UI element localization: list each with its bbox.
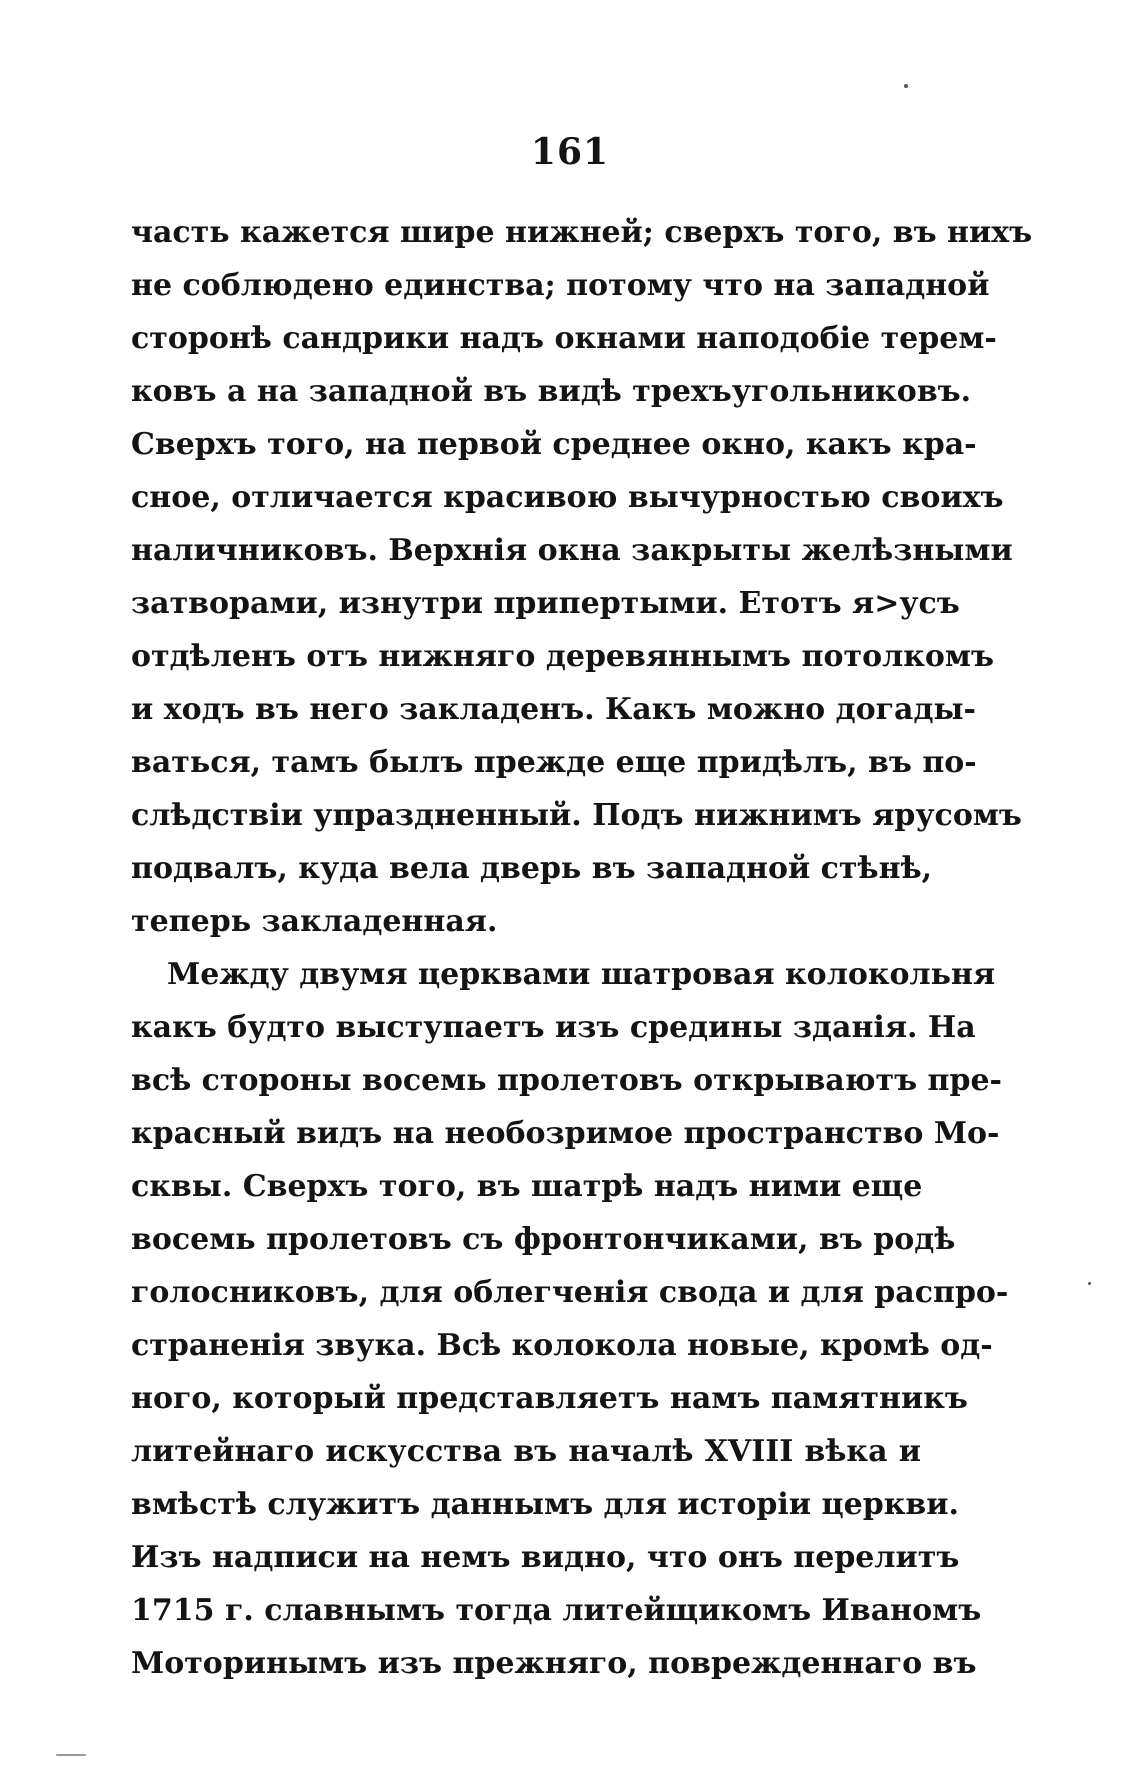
text-line: сное, отличается красивою вычурностью своихъ: [131, 480, 1004, 515]
text-line: Сверхъ того, на первой среднее окно, какъ кра-: [131, 427, 977, 462]
text-line: часть кажется шире нижней; сверхъ того, въ нихъ: [131, 215, 1033, 250]
text-line: голосниковъ, для облегченія свода и для распро-: [131, 1275, 1009, 1310]
text-line: 1715 г. славнымъ тогда литейщикомъ Иваномъ: [131, 1593, 982, 1628]
text-line: вмѣстѣ служитъ даннымъ для исторіи церкви.: [131, 1487, 959, 1522]
text-line: и ходъ въ него закладенъ. Какъ можно догады-: [131, 692, 976, 727]
text-line: затворами, изнутри припертыми. Етотъ я>усъ: [131, 586, 960, 621]
text-line: не соблюдено единства; потому что на западной: [131, 268, 990, 303]
text-line: какъ будто выступаетъ изъ средины зданія. На: [131, 1010, 976, 1045]
text-line: всѣ стороны восемь пролетовъ открываютъ пре-: [131, 1063, 1003, 1098]
text-line: наличниковъ. Верхнія окна закрыты желѣзными: [131, 533, 1013, 568]
text-line: восемь пролетовъ съ фронтончиками, въ родѣ: [131, 1222, 956, 1257]
text-line: Изъ надписи на немъ видно, что онъ перелитъ: [131, 1540, 960, 1575]
text-line: отдѣленъ отъ нижняго деревяннымъ потолкомъ: [131, 639, 994, 674]
paper-speck: [904, 84, 908, 88]
text-line: сквы. Сверхъ того, въ шатрѣ надъ ними еще: [131, 1169, 923, 1204]
paragraph-2: [131, 948, 1009, 1690]
text-line: теперь закладенная.: [131, 904, 498, 939]
text-line: сторонѣ сандрики надъ окнами наподобіе терем-: [131, 321, 997, 356]
text-line: красный видъ на необозримое пространство Мо-: [131, 1116, 1000, 1151]
text-line: ковъ а на западной въ видѣ трехъугольниковъ.: [131, 374, 972, 409]
text-line: литейнаго искусства въ началѣ XVIII вѣка и: [131, 1434, 921, 1469]
body-text: [131, 206, 1033, 1690]
text-line: ваться, тамъ былъ прежде еще придѣлъ, въ по-: [131, 745, 977, 780]
text-line: Моторинымъ изъ прежняго, поврежденнаго въ: [131, 1646, 977, 1681]
text-line: слѣдствіи упраздненный. Подъ нижнимъ ярусомъ: [131, 798, 1022, 833]
paper-speck: [56, 1754, 86, 1756]
text-line: ного, который представляетъ намъ памятникъ: [131, 1381, 968, 1416]
text-line: подвалъ, куда вела дверь въ западной стѣнѣ,: [131, 851, 933, 886]
page-number: 161: [530, 131, 610, 173]
text-line: страненія звука. Всѣ колокола новые, кромѣ од-: [131, 1328, 993, 1363]
paragraph-1: [131, 206, 1033, 948]
text-line: Между двумя церквами шатровая колокольня: [167, 957, 996, 992]
paper-speck: [1088, 1282, 1091, 1285]
